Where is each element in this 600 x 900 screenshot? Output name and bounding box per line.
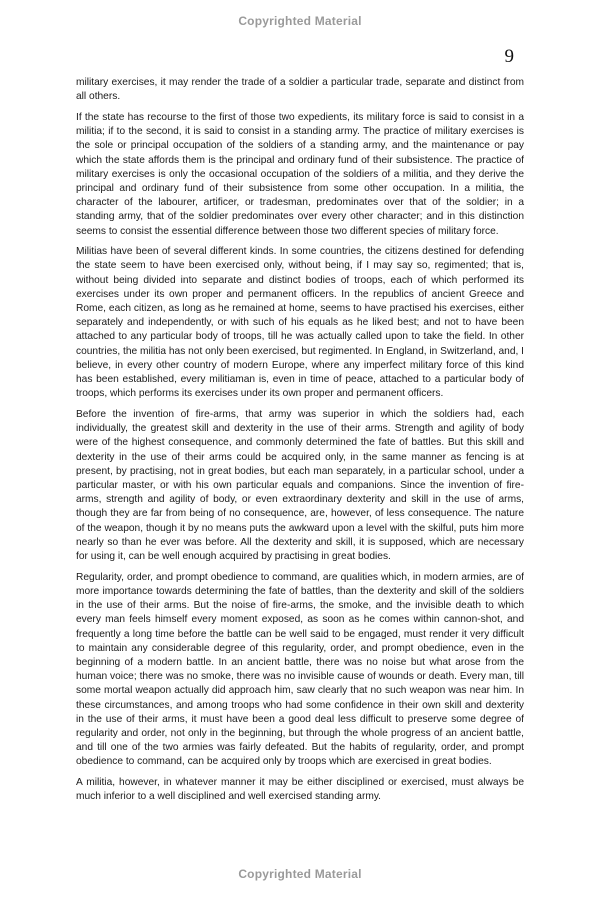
watermark-top: Copyrighted Material	[238, 14, 362, 28]
paragraph: A militia, however, in whatever manner it may be either disciplined or exercised, must always be much inferior to a well disciplined and well exercised standing army.	[76, 777, 524, 803]
paragraph: If the state has recourse to the first of those two expedients, its military force is said to consist in a militia; if to the second, it is said to consist in a standing army. The practice of military exercises is the sole or principal occupation of the soldiers of a standing army, and the maintenance or pay which the state affords them is the principal and ordinary fund of their subsistence. The practice of military exercises is only the occasional occupation of the soldiers of a militia, and they derive the principal and ordinary fund of their subsistence from some other occupation. In a militia, the character of the labourer, artificer, or tradesman, predominates over that of the soldier; in a standing army, that of the soldier predominates over every other character; and in this distinction seems to consist the essential difference between those two different species of military force.	[76, 111, 524, 237]
page-number: 9	[504, 46, 514, 67]
paragraph: Before the invention of fire-arms, that army was superior in which the soldiers had, each individually, the greatest skill and dexterity in the use of their arms. Strength and agility of body were of the highest consequence, and commonly determined the fate of battles. But this skill and dexterity in the use of their arms could be acquired only, in the same manner as fencing is at present, by practising, not in great bodies, but each man separately, in a particular school, under a particular master, or with his own particular equals and companions. Since the invention of fire-arms, strength and agility of body, or even extraordinary dexterity and skill in the use of arms, though they are far from being of no consequence, are, however, of less consequence. The nature of the weapon, though it by no means puts the awkward upon a level with the skilful, puts him more nearly so than he ever was before. All the dexterity and skill, it is supposed, which are necessary for using it, can be well enough acquired by practising in great bodies.	[76, 408, 524, 562]
paragraph: Militias have been of several different kinds. In some countries, the citizens destined for defending the state seem to have been exercised only, without being, if I may say so, regimented; that is, without being divided into separate and distinct bodies of troops, each of which performed its exercises under its own proper and permanent officers. In the republics of ancient Greece and Rome, each citizen, as long as he remained at home, seems to have practised his exercises, either separately and independently, or with such of his equals as he liked best; and not to have been attached to any particular body of troops, till he was actually called upon to take the field. In other countries, the militia has not only been exercised, but regimented. In England, in Switzerland, and, I believe, in every other country of modern Europe, where any imperfect military force of this kind has been established, every militiaman is, even in time of peace, attached to a particular body of troops, which performs its exercises under its own proper and permanent officers.	[76, 246, 524, 400]
paragraph: Regularity, order, and prompt obedience to command, are qualities which, in modern armies, are of more importance towards determining the fate of battles, than the dexterity and skill of the soldiers in the use of their arms. But the noise of fire-arms, the smoke, and the invisible death to which every man feels himself every moment exposed, as soon as he comes within cannon-shot, and frequently a long time before the battle can be well said to be engaged, must render it very difficult to maintain any considerable degree of this regularity, order, and prompt obedience, even in the beginning of a modern battle. In an ancient battle, there was no noise but what arose from the human voice; there was no smoke, there was no invisible cause of wounds or death. Every man, till some mortal weapon actually did approach him, saw clearly that no such weapon was near him. In these circumstances, and among troops who had some confidence in their own skill and dexterity in the use of their arms, it must have been a good deal less difficult to preserve some degree of regularity and order, not only in the beginning, but through the whole progress of an ancient battle, and till one of the two armies was fairly defeated. But the habits of regularity, order, and prompt obedience to command, can be acquired only by troops which are exercised in great bodies.	[76, 571, 524, 768]
paragraph: military exercises, it may render the trade of a soldier a particular trade, separate and distinct from all others.	[76, 77, 524, 103]
watermark-bottom: Copyrighted Material	[238, 867, 362, 881]
body-text	[76, 76, 524, 811]
